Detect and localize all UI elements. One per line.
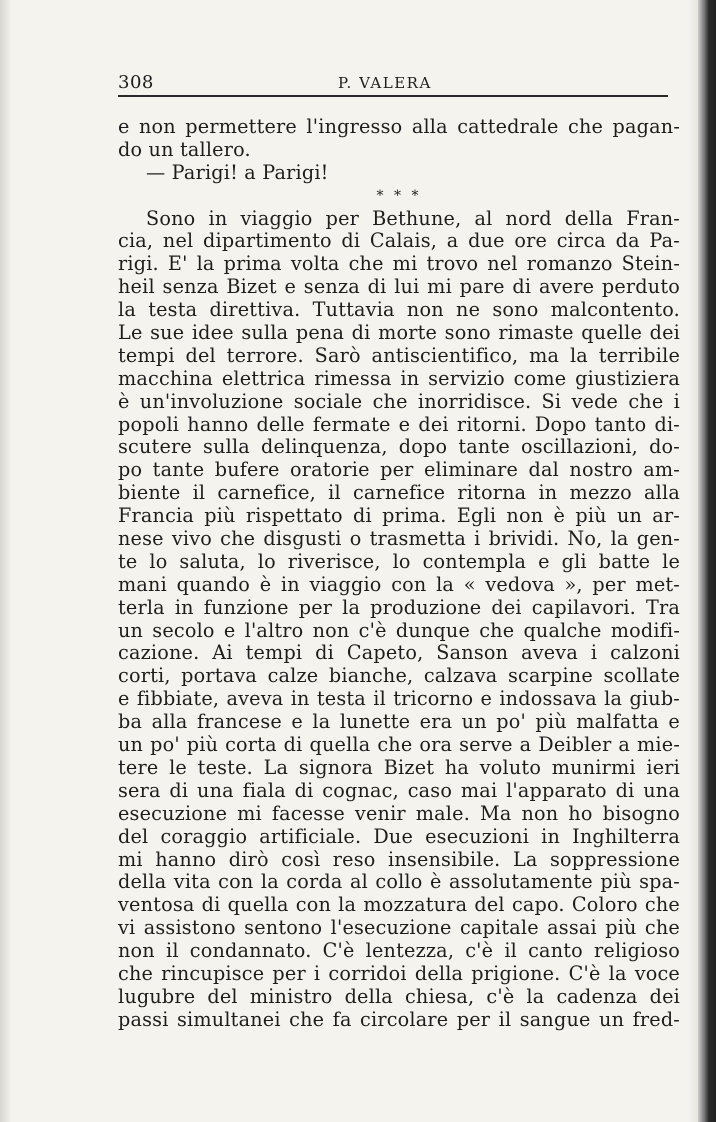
text-line: sera di una fiala di cognac, caso mai l'apparato di una (118, 778, 680, 802)
page-edge-shadow (0, 0, 12, 1122)
text-line: la testa direttiva. Tuttavia non ne sono malcontento. (118, 298, 680, 322)
text-line: ba alla francese e la lunette era un po' più malfatta e (118, 710, 680, 734)
text-line: macchina elettrica rimessa in servizio come giustiziera (118, 366, 680, 390)
book-spine (698, 0, 716, 1122)
text-line: ventosa di quella con la mozzatura del capo. Coloro che (118, 893, 680, 917)
text-line: cazione. Ai tempi di Capeto, Sanson aveva i calzoni (118, 641, 680, 665)
header-rule (118, 95, 668, 97)
text-line: — Parigi! a Parigi! (146, 160, 329, 184)
text-line: e fibbiate, aveva in testa il tricorno e indossava la giub- (118, 687, 680, 711)
text-line: corti, portava calze bianche, calzava scarpine scollate (118, 664, 680, 688)
text-line: passi simultanei che fa circolare per il sangue un fred- (118, 1007, 680, 1031)
text-line: vi assistono sentono l'esecuzione capitale assai più che (118, 916, 680, 940)
text-line: mi hanno dirò così reso insensibile. La soppressione (118, 847, 680, 871)
text-line: terla in funzione per la produzione dei capilavori. Tra (118, 595, 680, 619)
text-line: è un'involuzione sociale che inorridisce. Si vede che i (118, 389, 680, 413)
page-header (118, 72, 668, 94)
text-line: un po' più corta di quella che ora serve a Deibler a mie- (118, 733, 680, 757)
text-line: mani quando è in viaggio con la « vedova », per met- (118, 572, 680, 596)
text-line: do un tallero. (118, 137, 251, 161)
text-line: po tante bufere oratorie per eliminare dal nostro am- (118, 458, 680, 482)
text-line: della vita con la corda al collo è assolutamente più spa- (118, 870, 680, 894)
text-line: popoli hanno delle fermate e dei ritorni. Dopo tanto di- (118, 412, 680, 436)
gutter-shadow (688, 0, 698, 1122)
text-line: e non permettere l'ingresso alla cattedrale che pagan- (118, 115, 680, 138)
text-line: un secolo e l'altro non c'è dunque che qualche modifi- (118, 618, 680, 642)
text-line: Sono in viaggio per Bethune, al nord della Fran- (146, 206, 680, 230)
text-line: cia, nel dipartimento di Calais, a due ore circa da Pa- (118, 229, 680, 253)
text-line: nese vivo che disgusti o trasmetta i brividi. No, la gen- (118, 527, 680, 551)
text-line: biente il carnefice, il carnefice ritorna in mezzo alla (118, 481, 680, 505)
page-number: 308 (118, 72, 154, 93)
text-line: te lo saluta, lo riverisce, lo contempla e gli batte le (118, 549, 680, 573)
text-line: non il condannato. C'è lentezza, c'è il canto religioso (118, 939, 680, 963)
text-line: che rincupisce per i corridoi della prigione. C'è la voce (118, 961, 680, 985)
text-line: lugubre del ministro della chiesa, c'è la cadenza dei (118, 984, 680, 1008)
text-line: scutere sulla delinquenza, dopo tante oscillazioni, do- (118, 435, 680, 459)
section-break: * * * (376, 187, 422, 204)
text-line: tere le teste. La signora Bizet ha voluto munirmi ieri (118, 755, 680, 779)
running-head: P. VALERA (338, 74, 432, 92)
text-line: tempi del terrore. Sarò antiscientifico, ma la terribile (118, 343, 680, 367)
text-line: heil senza Bizet e senza di lui mi pare di avere perduto (118, 275, 680, 299)
text-line: del coraggio artificiale. Due esecuzioni in Inghilterra (118, 824, 680, 848)
body-text (118, 116, 680, 1032)
text-line: esecuzione mi facesse venir male. Ma non ho bisogno (118, 801, 680, 825)
text-line: Francia più rispettato di prima. Egli non è più un ar- (118, 504, 680, 528)
text-line: Le sue idee sulla pena di morte sono rimaste quelle dei (118, 321, 680, 345)
text-line: rigi. E' la prima volta che mi trovo nel romanzo Stein- (118, 252, 680, 276)
